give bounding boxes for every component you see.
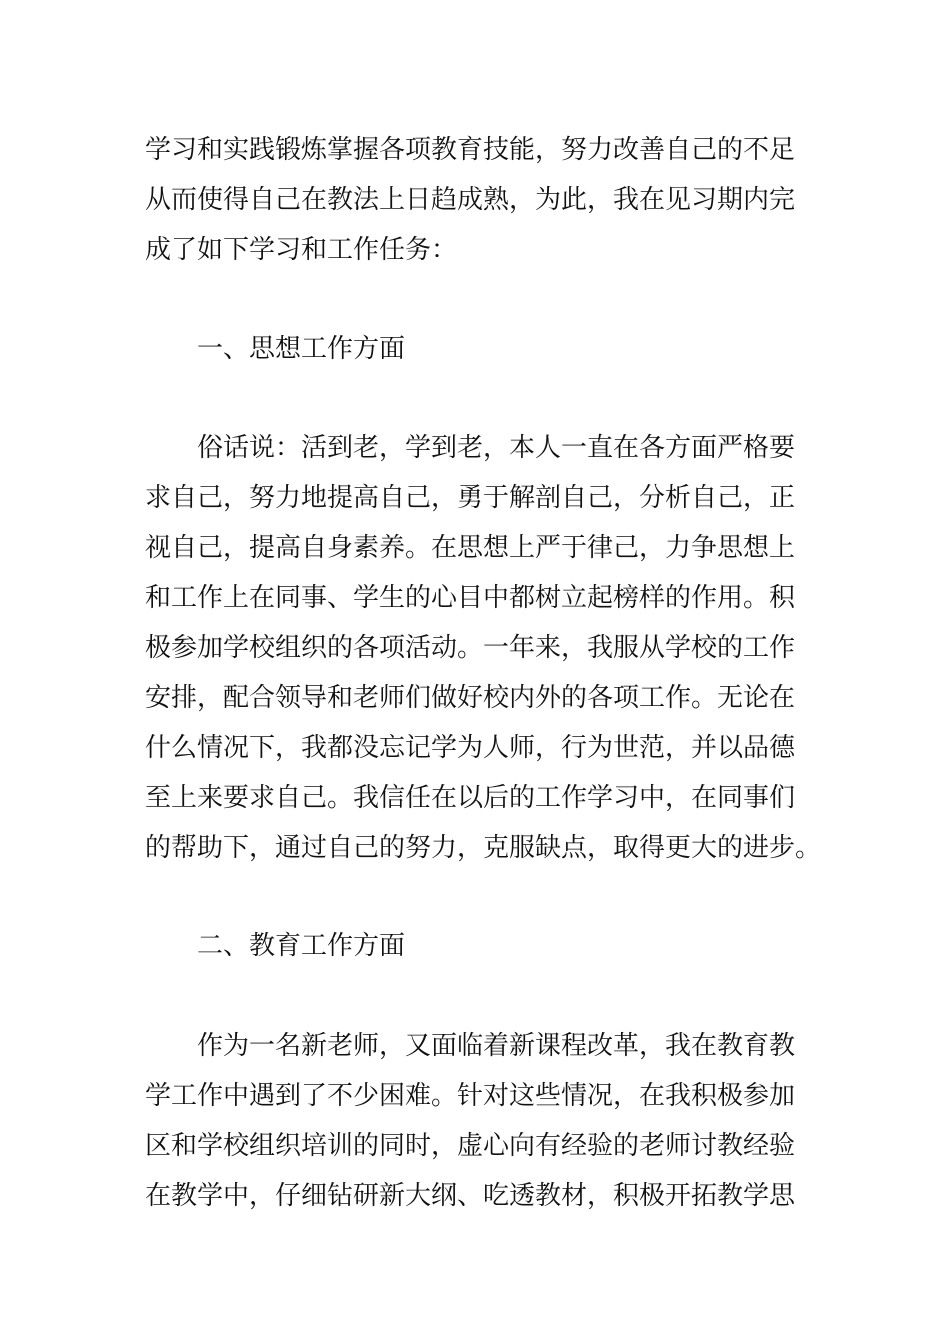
text-line: 什么情况下，我都没忘记学为人师，行为世范，并以品德 xyxy=(145,733,796,763)
text-line: 极参加学校组织的各项活动。一年来，我服从学校的工作 xyxy=(145,633,796,663)
text-line: 作为一名新老师，又面临着新课程改革，我在教育教 xyxy=(197,1031,796,1061)
text-line: 在教学中，仔细钻研新大纲、吃透教材，积极开拓教学思 xyxy=(145,1181,796,1211)
text-line: 和工作上在同事、学生的心目中都树立起榜样的作用。积 xyxy=(145,583,796,613)
text-line: 安排，配合领导和老师们做好校内外的各项工作。无论在 xyxy=(145,683,796,713)
text-line: 视自己，提高自身素养。在思想上严于律己，力争思想上 xyxy=(145,533,796,563)
text-line: 至上来要求自己。我信任在以后的工作学习中，在同事们 xyxy=(145,783,796,813)
text-line: 区和学校组织培训的同时，虚心向有经验的老师讨教经验 xyxy=(145,1131,796,1161)
text-line: 从而使得自己在教法上日趋成熟，为此，我在见习期内完 xyxy=(145,185,796,215)
section-heading: 一、思想工作方面 xyxy=(197,334,406,364)
text-line: 求自己，努力地提高自己，勇于解剖自己，分析自己，正 xyxy=(145,483,796,513)
section-heading: 二、教育工作方面 xyxy=(197,931,406,961)
text-line: 的帮助下，通过自己的努力，克服缺点，取得更大的进步。 xyxy=(145,833,822,863)
text-line: 学习和实践锻炼掌握各项教育技能，努力改善自己的不足 xyxy=(145,135,796,165)
text-line: 学工作中遇到了不少困难。针对这些情况，在我积极参加 xyxy=(145,1081,796,1111)
text-line: 成了如下学习和工作任务： xyxy=(145,235,458,265)
text-line: 俗话说：活到老，学到老，本人一直在各方面严格要 xyxy=(197,433,796,463)
